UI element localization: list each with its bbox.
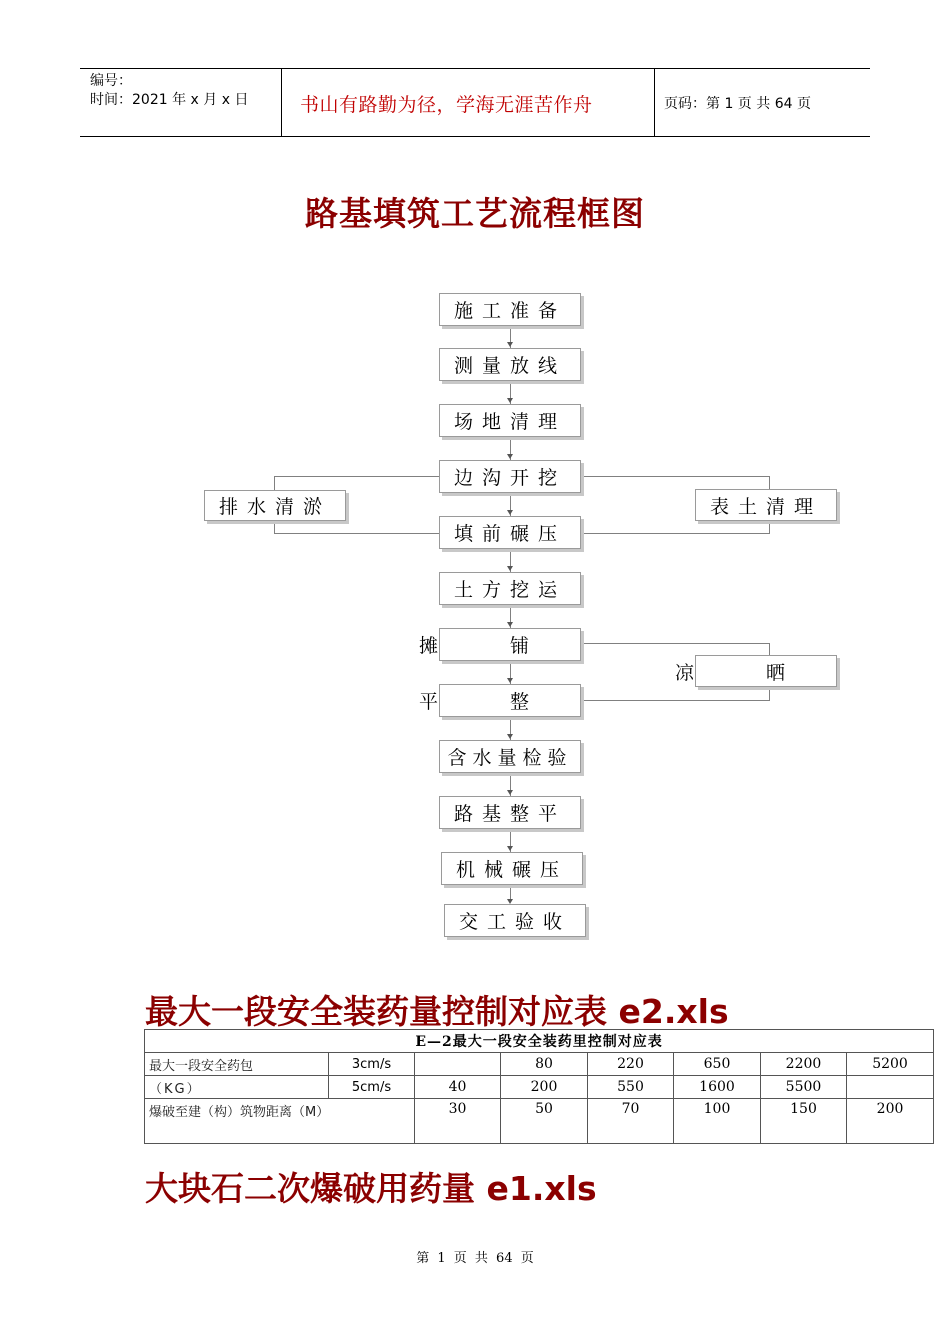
step-pre-fill-compaction: 填前碾压 [439,516,581,549]
flow-arrow [507,790,513,795]
table-cell: 30 [415,1099,501,1144]
step-handover-acceptance: 交工验收 [444,904,586,937]
header-bottom-rule [80,136,870,137]
flow-arrow [507,622,513,627]
section-title-secondary-blasting: 大块石二次爆破用药量 e1.xls [145,1169,597,1208]
table-cell: 1600 [674,1076,761,1099]
table-cell: 5200 [847,1053,934,1076]
table-caption: E—2最大一段安全装药里控制对应表 [145,1030,934,1053]
header-top-rule [80,68,870,69]
charge-table [144,1029,934,1144]
flow-arrow [507,566,513,571]
step-leveling: 平整 [439,684,581,717]
table-cell: 100 [674,1099,761,1144]
row-label: 爆破至建（构）筑物距离（M） [145,1099,415,1144]
table-cell: 550 [588,1076,674,1099]
header-number: 编号： [90,73,132,89]
table-cell: 650 [674,1053,761,1076]
flow-arrow [507,398,513,403]
step-mechanical-compaction: 机械碾压 [441,852,583,885]
table-cell: 80 [501,1053,588,1076]
step-subgrade-leveling: 路基整平 [439,796,581,829]
header-time: 时间：2021 年 x 月 x 日 [90,92,249,108]
row-label: （KG） [145,1076,329,1099]
table-cell: 220 [588,1053,674,1076]
step-construction-prep: 施工准备 [439,293,581,326]
branch-line-right [769,476,770,490]
table-cell [847,1076,934,1099]
unit-cell: 5cm/s [329,1076,415,1099]
side-drainage-dredging: 排水清淤 [204,490,346,521]
table-cell: 5500 [761,1076,847,1099]
flow-arrow [507,734,513,739]
page-footer: 第 1 页 共 64 页 [416,1251,534,1266]
flow-arrow [507,454,513,459]
step-spreading: 摊铺 [439,628,581,661]
table-cell: 50 [501,1099,588,1144]
page-title: 路基填筑工艺流程框图 [305,194,645,233]
branch-line-left [274,520,275,534]
step-site-clearing: 场地清理 [439,404,581,437]
table-cell: 40 [415,1076,501,1099]
section-title-charge-table: 最大一段安全装药量控制对应表 e2.xls [145,992,729,1031]
step-ditch-excavation: 边沟开挖 [439,460,581,493]
side-topsoil-clearing: 表土清理 [695,489,837,521]
flow-arrow [507,846,513,851]
side-air-drying: 凉晒 [695,655,837,687]
table-cell: 150 [761,1099,847,1144]
table-cell: 70 [588,1099,674,1144]
step-survey-layout: 测量放线 [439,348,581,381]
flow-arrow [507,510,513,515]
table-cell [415,1053,501,1076]
flow-arrow [507,342,513,347]
table-cell: 2200 [761,1053,847,1076]
step-earth-transport: 土方挖运 [439,572,581,605]
unit-cell: 3cm/s [329,1053,415,1076]
table-cell: 200 [501,1076,588,1099]
header-page: 页码：第 1 页 共 64 页 [664,96,811,112]
header-divider [281,69,282,136]
header-motto: 书山有路勤为径，学海无涯苦作舟 [300,94,593,116]
step-moisture-test: 含水量检验 [439,740,581,773]
header-divider [654,69,655,136]
branch-line-left [274,476,275,490]
table-cell: 200 [847,1099,934,1144]
branch-line-right2 [769,686,770,701]
flow-arrow [507,678,513,683]
row-label: 最大一段安全药包 [145,1053,329,1076]
branch-line-right [769,520,770,534]
